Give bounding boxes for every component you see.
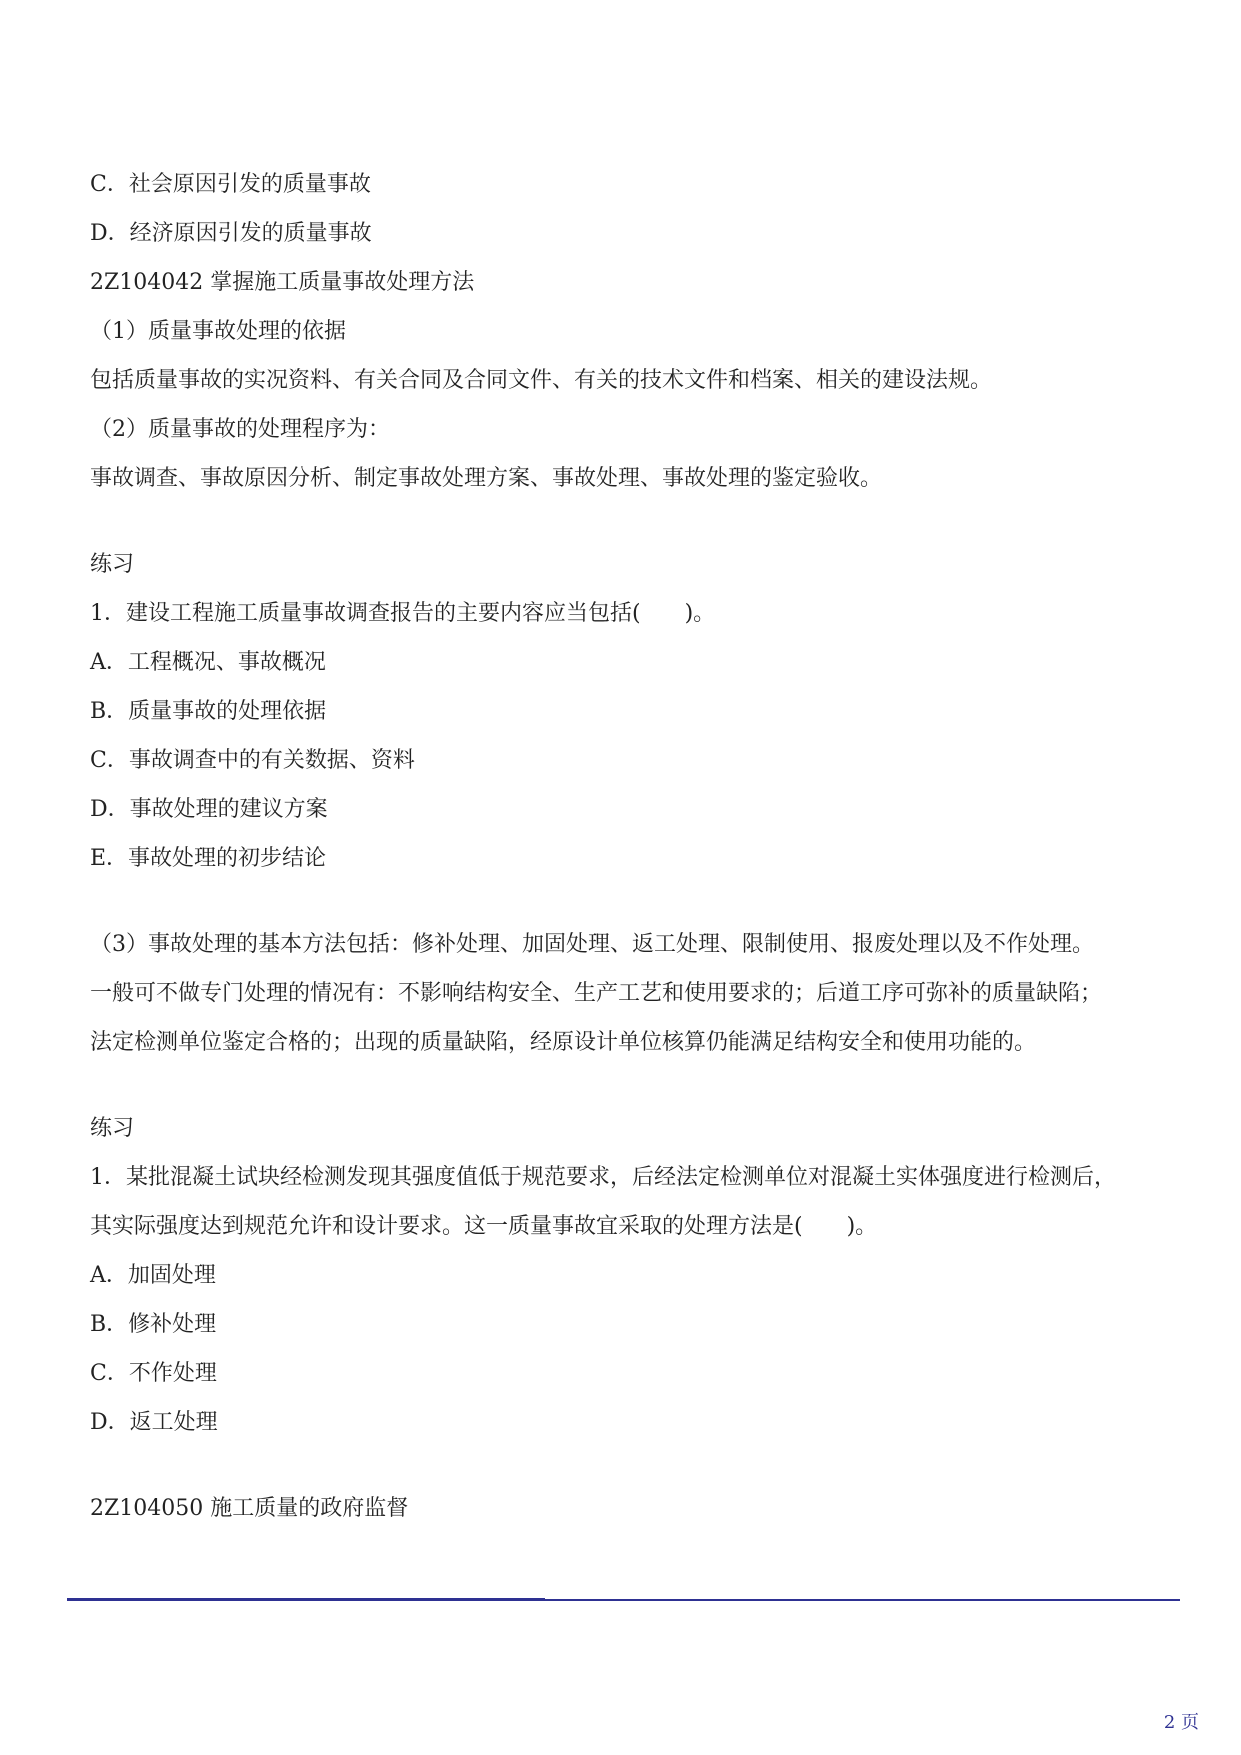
option-c-social: C．社会原因引发的质量事故: [90, 172, 371, 197]
question-1-option-d: D．事故处理的建议方案: [90, 797, 328, 822]
exercise-heading-1: 练习: [90, 552, 135, 577]
paragraph-basis: 包括质量事故的实况资料、有关合同及合同文件、有关的技术文件和档案、相关的建设法规。: [90, 368, 993, 393]
question-1-option-c: C．事故调查中的有关数据、资料: [90, 748, 415, 773]
question-2-option-b: B．修补处理: [90, 1312, 217, 1337]
question-1-option-a: A．工程概况、事故概况: [90, 650, 326, 675]
section-heading-2z104042: 2Z104042 掌握施工质量事故处理方法: [90, 270, 475, 295]
question-1-stem: 1．建设工程施工质量事故调查报告的主要内容应当包括( )。: [90, 601, 716, 626]
question-2-option-c: C．不作处理: [90, 1361, 217, 1386]
question-2-stem-2: 其实际强度达到规范允许和设计要求。这一质量事故宜采取的处理方法是( )。: [90, 1214, 878, 1239]
footer-divider-accent: [67, 1598, 545, 1601]
paragraph-procedure: 事故调查、事故原因分析、制定事故处理方案、事故处理、事故处理的鉴定验收。: [90, 466, 883, 491]
question-1-option-e: E．事故处理的初步结论: [90, 846, 327, 871]
question-2-stem-1: 1．某批混凝土试块经检测发现其强度值低于规范要求，后经法定检测单位对混凝土实体强度进行检测后，: [90, 1165, 1117, 1190]
paragraph-methods-3: 法定检测单位鉴定合格的；出现的质量缺陷，经原设计单位核算仍能满足结构安全和使用功能的。: [90, 1030, 1037, 1055]
page-number: 2 页: [1163, 1712, 1199, 1733]
subheading-procedure: （2）质量事故的处理程序为：: [90, 417, 390, 442]
exercise-heading-2: 练习: [90, 1116, 135, 1141]
question-1-option-b: B．质量事故的处理依据: [90, 699, 327, 724]
paragraph-methods-2: 一般可不做专门处理的情况有：不影响结构安全、生产工艺和使用要求的；后道工序可弥补的质量缺陷；: [90, 981, 1103, 1006]
document-body: [90, 160, 1170, 1533]
question-2-option-a: A．加固处理: [90, 1263, 216, 1288]
option-d-economic: D．经济原因引发的质量事故: [90, 221, 372, 246]
paragraph-methods-1: （3）事故处理的基本方法包括：修补处理、加固处理、返工处理、限制使用、报废处理以及不作处理。: [90, 932, 1095, 957]
subheading-basis: （1）质量事故处理的依据: [90, 319, 346, 344]
question-2-option-d: D．返工处理: [90, 1410, 218, 1435]
section-heading-2z104050: 2Z104050 施工质量的政府监督: [90, 1496, 409, 1521]
